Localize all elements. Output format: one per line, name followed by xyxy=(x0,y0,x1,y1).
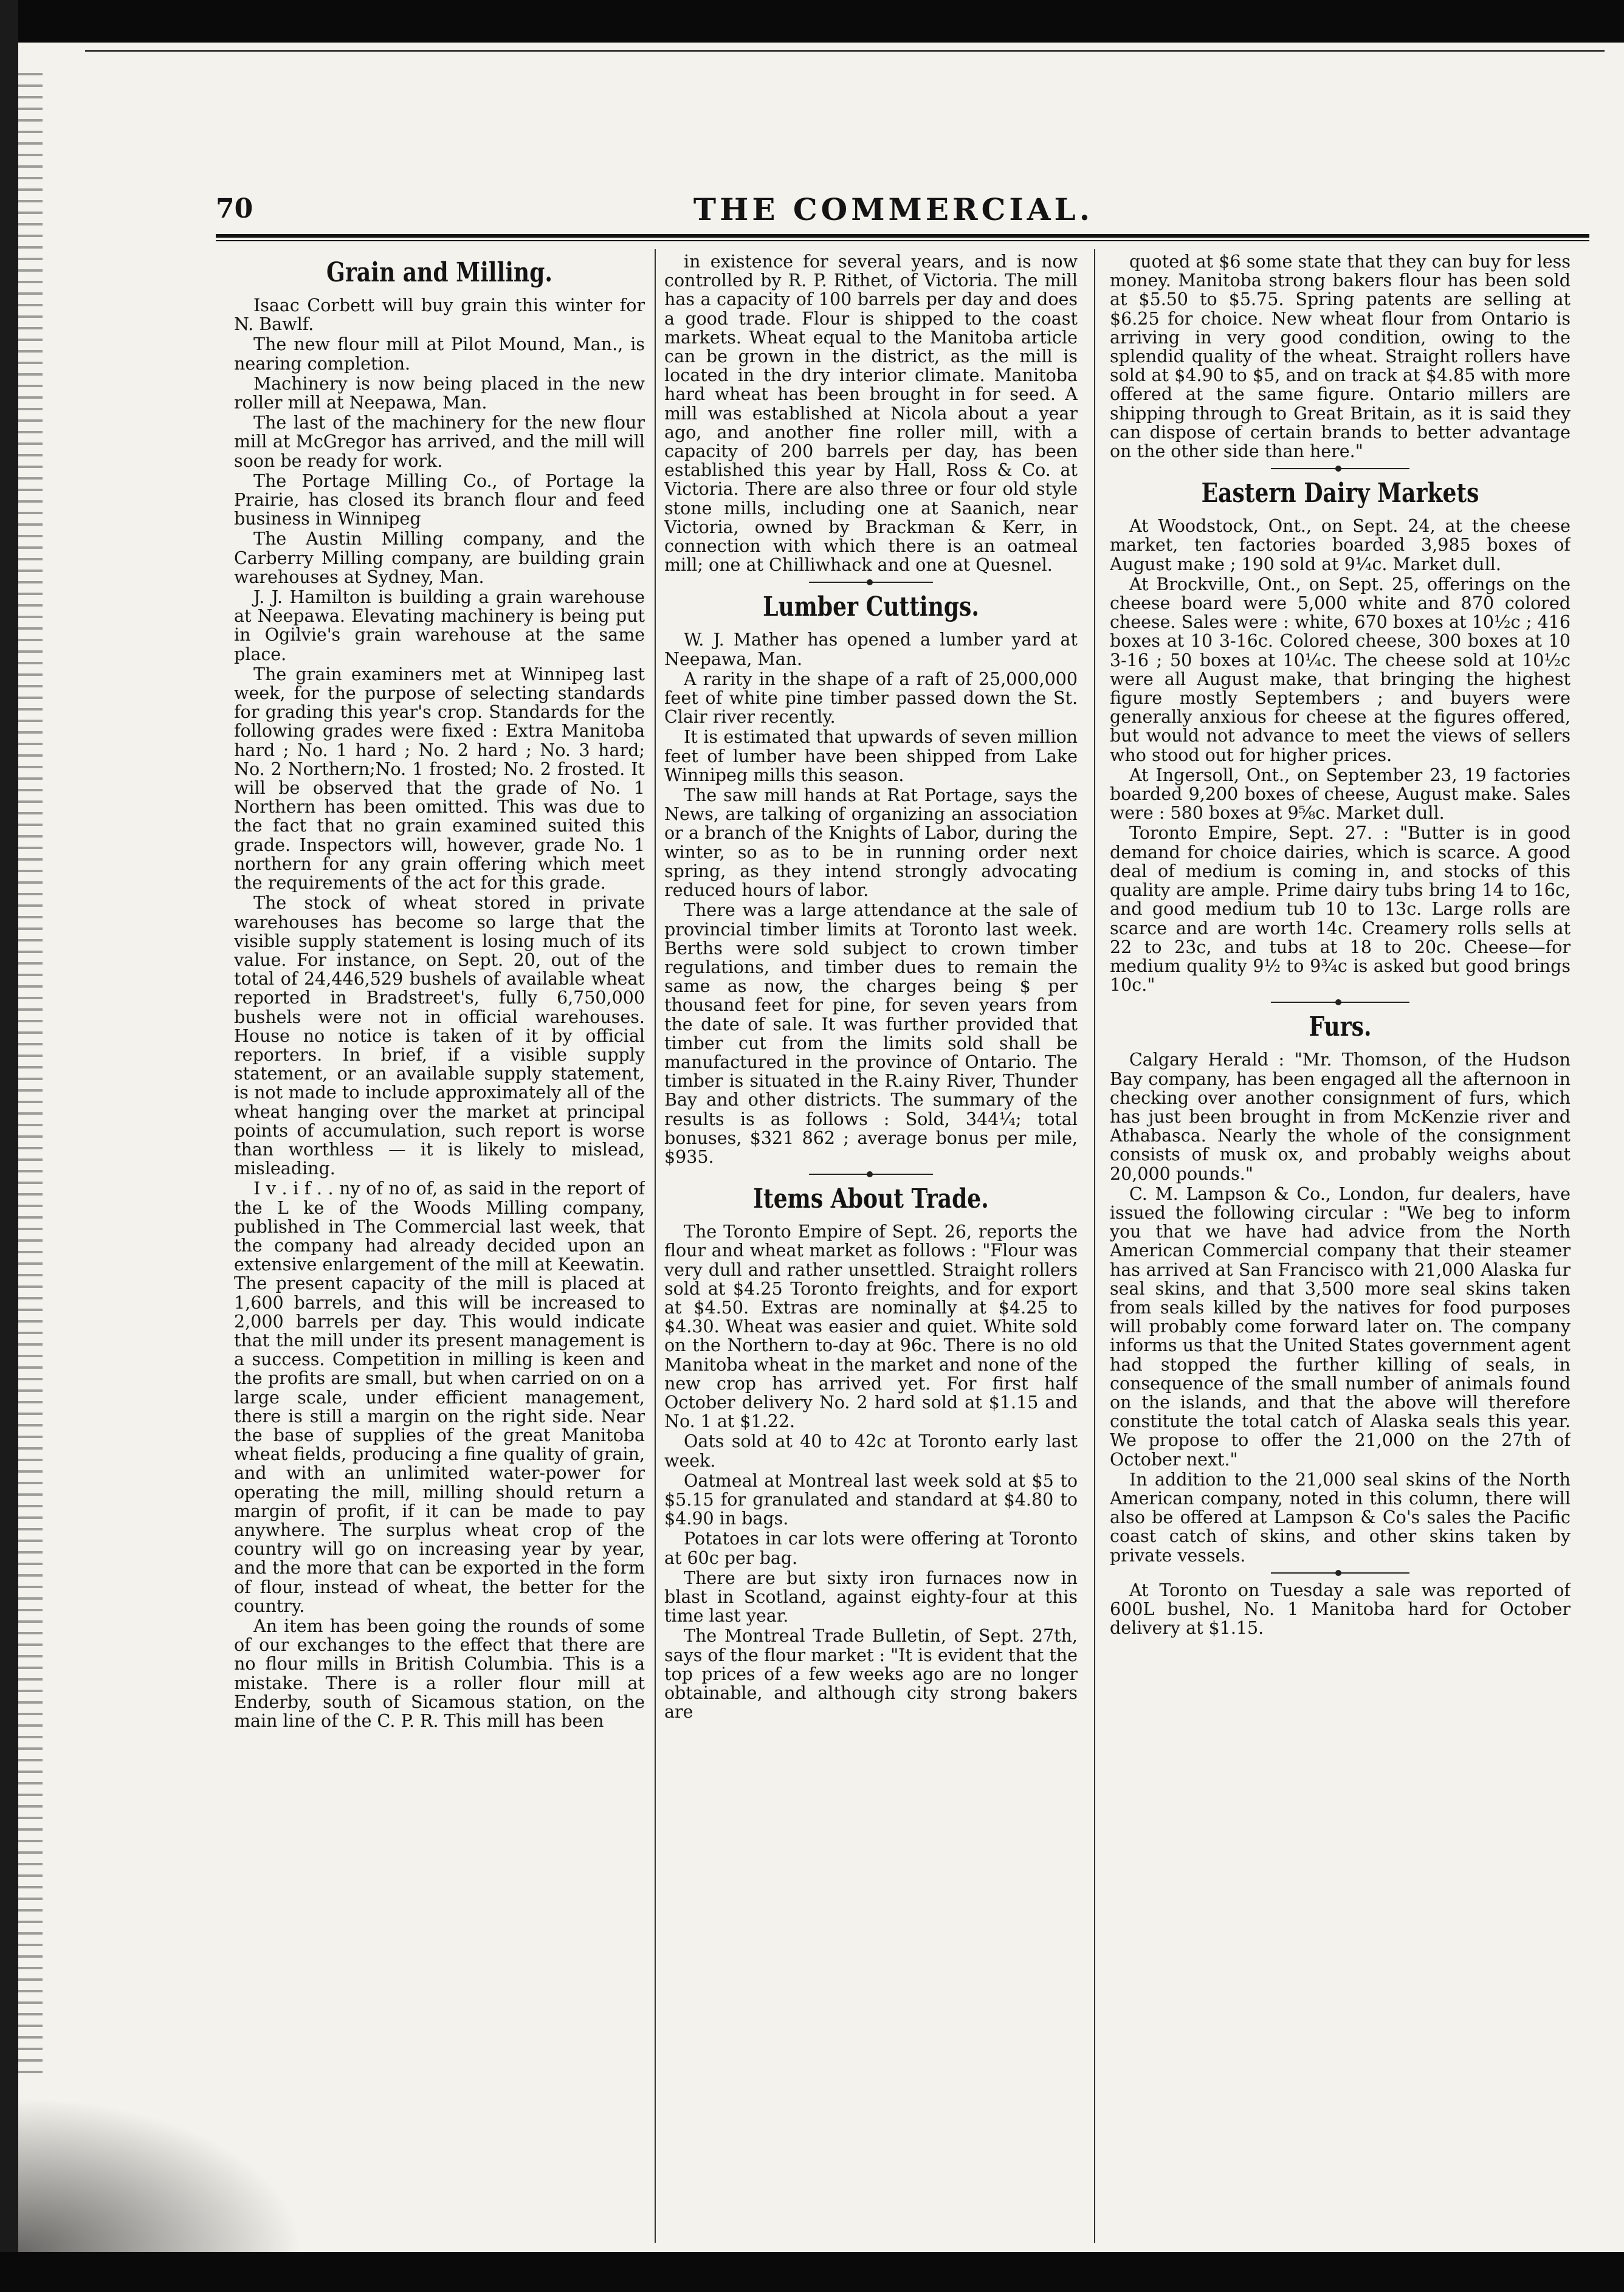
article-paragraph: There are but sixty iron furnaces now in blast in Scotland, against eighty-four at this time last year. xyxy=(664,1568,1078,1626)
article-paragraph: I v . i f . . ny of no of, as said in the report of the L ke of the Woods Milling company, published in The Commercial last week, that the company had already decided upon an extensive enlargement of the mill at Keewatin. The present capacity of the mill is placed at 1,600 barrels, and this will be increased to 2,000 barrels per day. This would indicate that the mill under its present management is a success. Competition in milling is keen and the profits are small, but when carried on on a large scale, under efficient management, there is still a margin on the right side. Near the base of supplies of the great Manitoba wheat fields, producing a fine quality of grain, and with an unlimited water-power for operating the mill, milling should return a margin of profit, if it can be made to pay anywhere. The surplus wheat crop of the country will go on increasing year by year, and the more that can be exported in the form of flour, instead of wheat, the better for the country. xyxy=(234,1179,645,1616)
column-divider xyxy=(655,249,656,2243)
article-paragraph: Machinery is now being placed in the new roller mill at Neepawa, Man. xyxy=(234,373,645,413)
page-bottom-border xyxy=(0,2252,1624,2292)
section-heading: Grain and Milling. xyxy=(326,257,552,288)
masthead-title: THE COMMERCIAL. xyxy=(693,191,1094,227)
article-paragraph: The grain examiners met at Winnipeg last week, for the purpose of selecting standards for grading this year's crop. Standards for the following grades were fixed : Extra Manitoba hard ; No. 1 hard ; No. 2 hard ; No. 3 hard; No. 2 Northern;No. 1 frosted; No. 2 frosted. It will be observed that the grade of No. 1 Northern has been omitted. This was due to the fact that no grain examined suited this grade. Inspectors will, however, grade No. 1 northern for any grain offering which meet the requirements of the act for this grade. xyxy=(234,664,645,893)
article-paragraph: W. J. Mather has opened a lumber yard at Neepawa, Man. xyxy=(664,630,1078,669)
article-paragraph: There was a large attendance at the sale of provincial timber limits at Toronto last week. Berths were sold subject to crown timber regulations, and timber dues to remain the same as now, the charges being $ per thousand feet for pine, for seven years from the date of sale. It was further provided that timber cut from the limits sold shall be manufactured in the province of Ontario. The timber is situated in the R.ainy River, Thunder Bay and other districts. The summary of the results is as follows : Sold, 344¼; total bonuses, $321 862 ; average bonus per mile, $935. xyxy=(664,900,1078,1167)
article-paragraph: At Ingersoll, Ont., on September 23, 19 factories boarded 9,200 boxes of cheese, August make. Sales were : 580 boxes at 9⅝c. Market dull. xyxy=(1110,765,1571,824)
article-paragraph: In addition to the 21,000 seal skins of the North American company, noted in this column, there will also be offered at Lampson & Co's sales the Pacific coast catch of skins, and other skins taken by private vessels. xyxy=(1110,1469,1571,1566)
article-paragraph: The last of the machinery for the new flour mill at McGregor has arrived, and the mill will soon be ready for work. xyxy=(234,413,645,471)
article-paragraph: quoted at $6 some state that they can buy for less money. Manitoba strong bakers flour has been sold at $5.50 to $5.75. Spring patents are selling at $6.25 for choice. New wheat flour from Ontario is arriving in very good condition, owing to the splendid quality of the wheat. Straight rollers have sold at $4.90 to $5, and on track at $4.85 with more offered at the same figure. Ontario millers are shipping through to Great Britain, as it is said they can dispose of certain brands to better advantage on the other side than here." xyxy=(1110,252,1571,462)
section-heading: Items About Trade. xyxy=(753,1183,989,1215)
article-paragraph: At Brockville, Ont., on Sept. 25, offerings on the cheese board were 5,000 white and 870 colored cheese. Sales were : white, 670 boxes at 10½c ; 416 boxes at 10 3-16c. Colored cheese, 300 boxes at 10 3-16 ; 50 boxes at 10¼c. The cheese sold at 10½c were all August make, that bringing the highest figure mostly Septembers ; and buyers were generally anxious for cheese at the figures offered, but would not advance to meet the views of sellers who stood out for higher prices. xyxy=(1110,574,1571,765)
article-paragraph: It is estimated that upwards of seven million feet of lumber have been shipped from Lake Winnipeg mills this season. xyxy=(664,727,1078,785)
article-column-3 xyxy=(1110,252,1571,2221)
article-paragraph: C. M. Lampson & Co., London, fur dealers, have issued the following circular : "We beg to inform you that we have had advice from the North American Commercial company that their steamer has arrived at San Francisco with 21,000 Alaska fur seal skins, and that 3,500 more seal skins taken from seals killed by the natives for food purposes will probably come forward later on. The company informs us that the United States government agent had stopped the further killing of seals, in consequence of the small number of animals found on the islands, and that the above will therefore constitute the total catch of Alaska seals this year. We propose to offer the 21,000 on the 27th of October next." xyxy=(1110,1183,1571,1470)
article-paragraph: J. J. Hamilton is building a grain warehouse at Neepawa. Elevating machinery is being put in Ogilvie's grain warehouse at the same place. xyxy=(234,587,645,664)
article-paragraph: Calgary Herald : "Mr. Thomson, of the Hudson Bay company, has been engaged all the afternoon in checking over another consignment of furs, which has just been brought in from McKenzie river and Athabasca. Nearly the whole of the consignment consists of musk ox, and probably weighs about 20,000 pounds." xyxy=(1110,1050,1571,1184)
article-paragraph: A rarity in the shape of a raft of 25,000,000 feet of white pine timber passed down the St. Clair river recently. xyxy=(664,669,1078,728)
article-paragraph: The saw mill hands at Rat Portage, says the News, are talking of organizing an association or a branch of the Knights of Labor, during the winter, so as to be in running order next spring, as they intend strongly advocating reduced hours of labor. xyxy=(664,785,1078,901)
article-paragraph: Oatmeal at Montreal last week sold at $5 to $5.15 for granulated and standard at $4.80 to $4.90 in bags. xyxy=(664,1470,1078,1529)
section-heading: Lumber Cuttings. xyxy=(763,591,979,623)
article-column-1 xyxy=(234,252,645,2221)
section-heading: Furs. xyxy=(1309,1011,1372,1043)
article-paragraph: An item has been going the rounds of some of our exchanges to the effect that there are no flour mills in British Columbia. This is a mistake. There is a roller flour mill at Enderby, south of Sicamous station, on the main line of the C. P. R. This mill has been xyxy=(234,1616,645,1732)
section-heading: Eastern Dairy Markets xyxy=(1201,478,1479,509)
article-paragraph: At Toronto on Tuesday a sale was reported of 600L bushel, No. 1 Manitoba hard for October delivery at $1.15. xyxy=(1110,1580,1571,1639)
article-paragraph: The Austin Milling company, and the Carberry Milling company, are building grain warehouses at Sydney, Man. xyxy=(234,529,645,587)
article-paragraph: The Toronto Empire of Sept. 26, reports the flour and wheat market as follows : "Flour was very dull and rather unsettled. Straight rollers sold at $4.25 Toronto freights, and for export at $4.50. Extras are nominally at $4.25 to $4.30. Wheat was easier and quiet. White sold on the Northern to-day at 96c. There is no old Manitoba wheat in the market and none of the new crop has arrived yet. For first half October delivery No. 2 hard sold at $1.15 and No. 1 at $1.22. xyxy=(664,1222,1078,1432)
article-paragraph: The Montreal Trade Bulletin, of Sept. 27th, says of the flour market : "It is evident that the top prices of a few weeks ago are no longer obtainable, and although city strong bakers are xyxy=(664,1626,1078,1722)
page-top-border xyxy=(0,0,1624,43)
article-paragraph: The Portage Milling Co., of Portage la Prairie, has closed its branch flour and feed business in Winnipeg xyxy=(234,470,645,529)
article-paragraph: The stock of wheat stored in private warehouses has become so large that the visible supply statement is losing much of its value. For instance, on Sept. 20, out of the total of 24,446,529 bushels of available wheat reported in Bradstreet's, fully 6,750,000 bushels were not in official warehouses. House no notice is taken of it by official reporters. In brief, if a visible supply statement, or an available supply statement, is not made to include approximately all of the wheat hanging over the market at principal points of accumulation, such report is worse than worthless — it is likely to mislead, misleading. xyxy=(234,893,645,1179)
section-separator xyxy=(664,1170,1078,1179)
binding-edge xyxy=(0,0,18,2292)
page-number: 70 xyxy=(216,193,253,224)
article-paragraph: in existence for several years, and is now controlled by R. P. Rithet, of Victoria. The mill has a capacity of 100 barrels per day and does a good trade. Flour is shipped to the coast markets. Wheat equal to the Manitoba article can be grown in the district, as the mill is located in the dry interior climate. Manitoba hard wheat has been brought in for seed. A mill was established at Nicola about a year ago, and another fine roller mill, with a capacity of 200 barrels per day, has been established this year by Hall, Ross & Co. at Victoria. There are also three or four old style stone mills, including one at Saanich, near Victoria, owned by Brackman & Kerr, in connection with which there is an oatmeal mill; one at Chilliwhack and one at Quesnel. xyxy=(664,252,1078,576)
article-paragraph: Potatoes in car lots were offering at Toronto at 60c per bag. xyxy=(664,1529,1078,1568)
section-separator xyxy=(1110,998,1571,1007)
section-separator xyxy=(664,578,1078,587)
top-rule xyxy=(85,50,1605,52)
header-rule-thick xyxy=(216,234,1589,238)
article-paragraph: The new flour mill at Pilot Mound, Man., is nearing completion. xyxy=(234,334,645,374)
article-paragraph: Isaac Corbett will buy grain this winter for N. Bawlf. xyxy=(234,295,645,335)
article-column-2 xyxy=(664,252,1078,2221)
section-separator xyxy=(1110,1569,1571,1577)
section-separator xyxy=(1110,464,1571,473)
column-divider xyxy=(1094,249,1095,2243)
header-rule-thin xyxy=(216,240,1589,241)
article-paragraph: At Woodstock, Ont., on Sept. 24, at the cheese market, ten factories boarded 3,985 boxes of August make ; 190 sold at 9¼c. Market dull. xyxy=(1110,516,1571,574)
article-paragraph: Oats sold at 40 to 42c at Toronto early last week. xyxy=(664,1431,1078,1471)
binding-fringe xyxy=(18,73,43,2079)
article-paragraph: Toronto Empire, Sept. 27. : "Butter is in good demand for choice dairies, which is scarce. A good deal of medium is coming in, and stocks of this quality are ample. Prime dairy tubs bring 14 to 16c, and good medium tub 10 to 13c. Large rolls are scarce and are worth 14c. Creamery rolls sells at 22 to 23c, and tubs at 18 to 20c. Cheese—for medium quality 9½ to 9¾c is asked but good brings 10c." xyxy=(1110,823,1571,996)
